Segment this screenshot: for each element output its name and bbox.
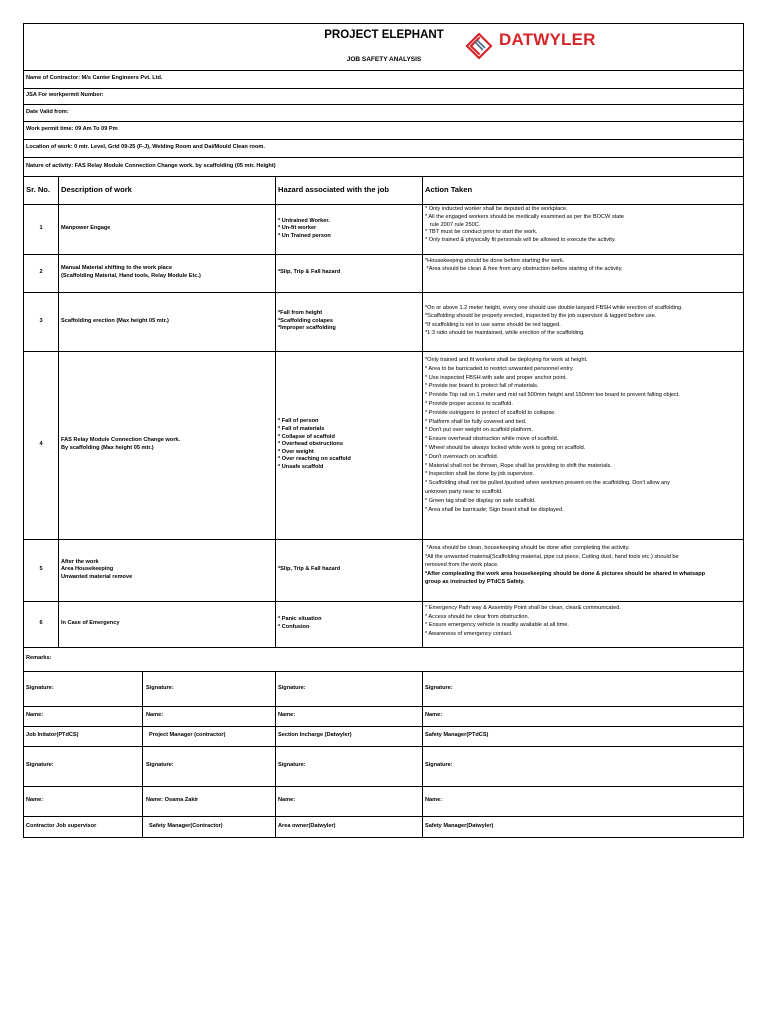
- signature-field[interactable]: Signature:: [26, 684, 54, 691]
- row-4-sr: 4: [39, 441, 43, 448]
- row-6-sr: 6: [39, 620, 43, 627]
- description-line: Unwanted material remove: [61, 573, 133, 580]
- description-line: Manual Material shifting to the work place: [61, 265, 172, 272]
- hazard-line: * Over reaching on scaffold: [278, 456, 351, 463]
- contractor-name: Name of Contractor: M/s Canter Engineers Pvt. Ltd.: [26, 75, 163, 82]
- description-line: After the work: [61, 558, 99, 565]
- action-line: * Provide outriggers to protect of scaffold to collapse.: [425, 409, 556, 416]
- action-line: * Provide Top rail on 1 meter and mid rail 500mm height and 150mm toe board to prevent falling object.: [425, 392, 680, 399]
- header-description: Description of work: [61, 185, 132, 194]
- header-hazard: Hazard associated with the job: [278, 185, 389, 194]
- hazard-line: *Improper scaffolding: [278, 325, 336, 332]
- action-line: removed from the work place.: [425, 562, 499, 569]
- page-subtitle: JOB SAFETY ANALYSIS: [346, 56, 422, 63]
- header-sr-no: Sr. No.: [26, 185, 51, 194]
- brand-name: DATWYLER: [499, 30, 596, 49]
- signature-field[interactable]: Signature:: [425, 762, 453, 769]
- brand-logo: [464, 32, 644, 60]
- row-3-actions: [425, 304, 741, 348]
- role-label: Safety Manager(PTdCS): [425, 732, 489, 739]
- hazard-line: * Fall of person: [278, 418, 319, 425]
- hazard-line: * Untrained Worker.: [278, 217, 330, 224]
- action-line: * Only trained & physically fit personals will be allowed to execute the activity.: [425, 237, 616, 244]
- row-3-sr: 3: [39, 317, 43, 324]
- action-line: * TBT must be conduct prior to start the work.: [425, 229, 538, 236]
- row-3-description: [61, 292, 273, 351]
- location-of-work: Location of work: 0 mtr. Level, Grid 09-25 (F-J), Welding Room and Dai/Mould Clean room.: [26, 144, 265, 151]
- row-1-sr: 1: [39, 225, 43, 232]
- action-line: * All the engaged workers should be medically examined as per the BOCW state: [425, 213, 624, 220]
- nature-of-activity: Nature of activity: FAS Relay Module Connection Change work. by scaffolding (05 mtr. Height): [26, 162, 276, 169]
- row-4-description: [61, 351, 273, 539]
- description-line: Area Housekeeping: [61, 566, 114, 573]
- page-title: PROJECT ELEPHANT: [324, 29, 444, 41]
- name-field[interactable]: Name:: [278, 712, 296, 719]
- hazard-line: * Unsafe scaffold: [278, 463, 324, 470]
- action-line: *Area should be clean & free from any obstruction before starting of the activity.: [425, 265, 623, 272]
- action-line: *On or above 1.2 meter height, every one should use double lanyard FBSH while erection of scaffolding.: [425, 305, 683, 311]
- action-line: * Don't overreach on scaffold.: [425, 453, 499, 460]
- name-field[interactable]: Name:: [425, 797, 443, 804]
- role-label: Job Initator(PTdCS): [26, 732, 79, 739]
- action-line: * Ensure overhead obstruction while move of scaffold.: [425, 436, 559, 443]
- action-line: * Scaffolding shall not be pulled /pushed when workmen present on the scaffolding. Don't allow any: [425, 480, 670, 487]
- role-label: Safety Manager(Contractor): [149, 823, 223, 830]
- action-line: *1:3 ratio should be maintained, while erection of the scaffolding.: [425, 330, 585, 337]
- row-5-description: [61, 539, 273, 601]
- action-line: * Don't put over weight on scaffold platform.: [425, 427, 533, 434]
- role-label: Project Manager (contractor): [149, 732, 226, 739]
- action-line: * Ensure emergency vehicle is readily available at all time.: [425, 622, 569, 629]
- row-5-sr: 5: [39, 566, 43, 573]
- row-6-actions: [425, 604, 741, 646]
- action-line: * Area shall be barricade; Sign board shall be displayed.: [425, 506, 564, 513]
- datwyler-logo-icon: [464, 32, 494, 60]
- description-line: In Case of Emergency: [61, 620, 120, 627]
- hazard-line: * Over weight: [278, 448, 314, 455]
- hazard-line: * Un Trained person: [278, 232, 331, 239]
- signature-field[interactable]: Signature:: [146, 762, 174, 769]
- action-line: * Awareness of emergency contact.: [425, 630, 513, 637]
- hazard-line: * Overhead obstructions: [278, 441, 343, 448]
- header-action: Action Taken: [425, 185, 473, 194]
- action-line: * Provide proper access to scaffold.: [425, 400, 513, 407]
- name-field[interactable]: Name:: [26, 797, 44, 804]
- row-2-hazards: [278, 254, 420, 292]
- row-1-actions: [425, 206, 741, 254]
- hazard-line: *Fall from height: [278, 310, 323, 317]
- row-1-description: [61, 204, 273, 254]
- action-line-bold: group as instructed by PTdCS Safety.: [425, 579, 525, 586]
- signature-field[interactable]: Signature:: [146, 684, 174, 691]
- role-label: Section Incharge (Datwyler): [278, 732, 352, 739]
- action-line: * Access should be clear from obstruction.: [425, 613, 530, 620]
- row-5-actions: [425, 544, 741, 600]
- row-6-description: [61, 601, 273, 647]
- action-line: *Area should be clean, housekeeping should be done after completing the activity.: [425, 545, 630, 551]
- name-field[interactable]: Name:: [425, 712, 443, 719]
- date-valid-from: Date Valid from:: [26, 108, 69, 115]
- action-line: * Area to be barricaded to restrict unwanted personnel entry.: [425, 365, 574, 372]
- action-line: * Provide toe board to protect fall of materials.: [425, 383, 539, 390]
- action-line: *Housekeeping should be done before starting the work.: [425, 258, 565, 264]
- role-label: Contractor Job supervisor: [26, 823, 97, 830]
- action-line: * Material shall not be thrown, Rope shall be providing to shift the materials.: [425, 462, 612, 469]
- action-line: * Wheel should be always locked while work is going on scaffold.: [425, 444, 586, 451]
- action-line: * Inspection shall be done by job supervisor.: [425, 471, 535, 478]
- hazard-line: * Collapse of scaffold: [278, 433, 335, 440]
- role-label: Area owner(Datwyler): [278, 823, 336, 830]
- row-4-hazards: [278, 351, 420, 539]
- hazard-line: *Slip, Trip & Fall hazard: [278, 566, 341, 573]
- action-line: * Green tag shall be display on safe scaffold.: [425, 497, 536, 504]
- signature-field[interactable]: Signature:: [425, 684, 453, 691]
- hazard-line: * Confusion: [278, 624, 310, 630]
- name-field[interactable]: Name:: [26, 712, 44, 719]
- hazard-line: * Panic situation: [278, 616, 322, 623]
- action-line: *Only trained and fit workers shall be deploying for work at height.: [425, 357, 588, 363]
- row-6-hazards: [278, 601, 420, 647]
- row-4-actions: [425, 356, 741, 536]
- name-field[interactable]: Name: Osama Zakir: [146, 797, 199, 804]
- jsa-sheet: [23, 23, 744, 838]
- row-3-hazards: [278, 292, 420, 351]
- action-line: * Platform shall be fully covered and tied.: [425, 418, 527, 425]
- row-1-hazards: [278, 204, 420, 254]
- description-line: FAS Relay Module Connection Change work.: [61, 437, 181, 444]
- action-line: * Only inducted worker shall be deputed at the workplace.: [425, 206, 568, 212]
- row-2-actions: [425, 258, 741, 290]
- action-line: * Use inspected FBSH with safe and proper anchor point.: [425, 374, 567, 381]
- row-2-sr: 2: [39, 269, 43, 276]
- description-line: By scaffolding (Max height 05 mtr.): [61, 445, 154, 451]
- role-label: Safety Manager(Datwyler): [425, 823, 494, 830]
- action-line: * Emergency Path way & Assembly Point shall be clean, clear& communicated.: [425, 605, 621, 611]
- name-field[interactable]: Name:: [146, 712, 164, 719]
- hazard-line: *Scaffolding colapes: [278, 317, 334, 324]
- row-5-hazards: [278, 539, 420, 601]
- action-line: rule 2007 rule 250C.: [425, 221, 481, 228]
- description-line: Manpower Engage: [61, 225, 111, 232]
- signature-field[interactable]: Signature:: [278, 762, 306, 769]
- signature-field[interactable]: Signature:: [26, 762, 54, 769]
- signature-field[interactable]: Signature:: [278, 684, 306, 691]
- action-line-bold: *After compleating the work area housekeeping should be done & pictures should be shared in whatsapp: [425, 570, 706, 577]
- row-2-description: [61, 254, 273, 292]
- action-line: unknown party near to scaffold.: [425, 488, 503, 495]
- jsa-permit-number: JSA For workpermit Number:: [26, 92, 104, 99]
- hazard-line: * Un-fit worker: [278, 225, 317, 232]
- work-permit-time: Work permit time: 09 Am To 09 Pm: [26, 126, 118, 133]
- action-line: *All the unwanted material(Scaffolding material, pipe cut piece, Cutting dust, hand tools etc.) should be: [425, 553, 679, 560]
- hazard-line: * Fall of materials: [278, 426, 325, 433]
- remarks-label: Remarks:: [26, 655, 52, 661]
- description-line: (Scaffolding Material, Hand tools, Relay Module Etc.): [61, 273, 201, 279]
- hazard-line: *Slip, Trip & Fall hazard: [278, 269, 341, 276]
- name-field[interactable]: Name:: [278, 797, 296, 804]
- action-line: *Scaffolding should be properly erected, inspected by the job supervisor & tagged before use.: [425, 313, 657, 320]
- description-line: Scaffolding erection (Max height 05 mtr.): [61, 317, 169, 324]
- action-line: *If scaffolding is not in use same should be red tagged.: [425, 321, 561, 328]
